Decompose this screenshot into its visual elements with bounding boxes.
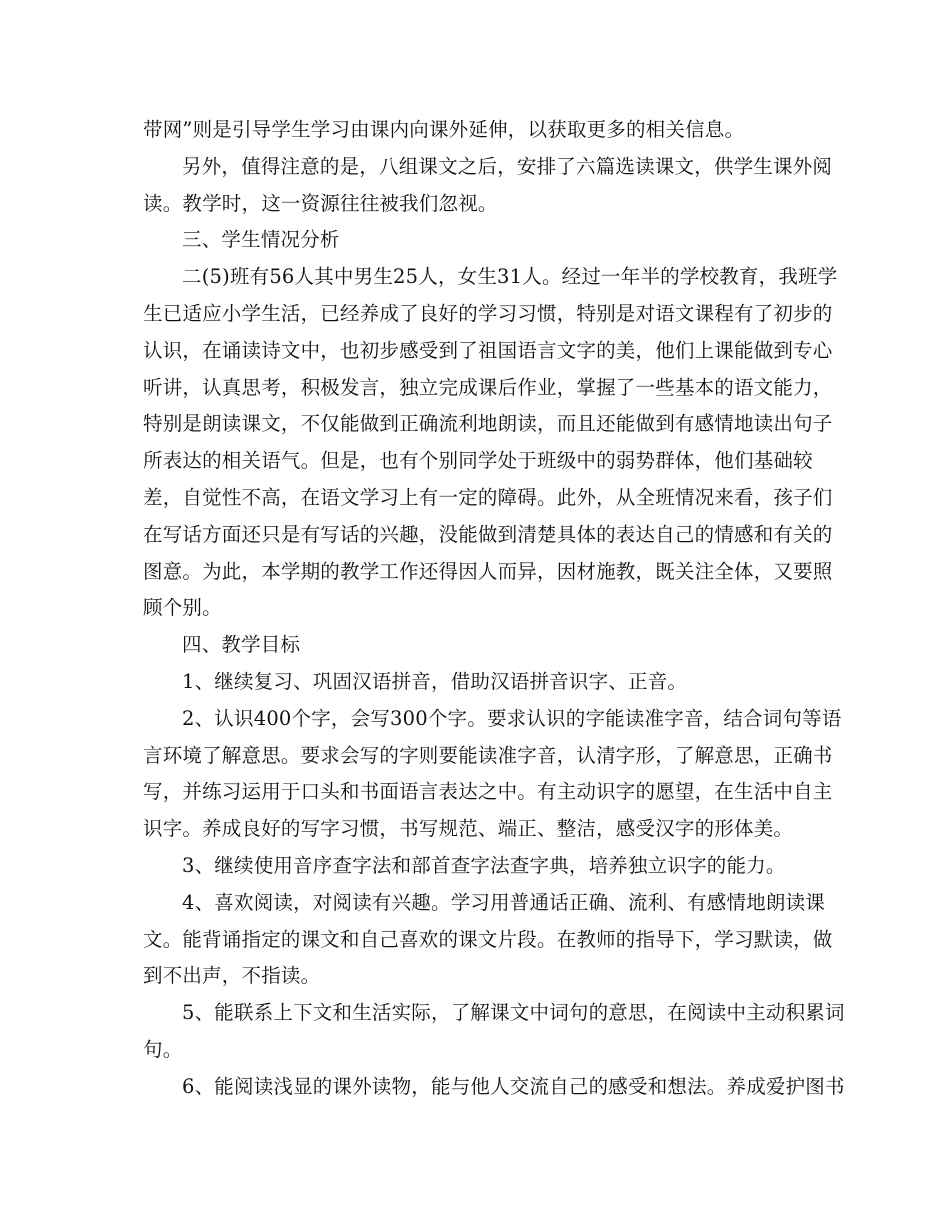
paragraph-first-line: 1、继续复习、巩固汉语拼音，借助汉语拼音识字、正音。 (182, 669, 688, 693)
text-line: 带网”则是引导学生学习由课内向课外延伸，以获取更多的相关信息。 (143, 118, 745, 141)
paragraph-first-line: 2、认识400个字，会写300个字。要求认识的字能读准字音，结合词句等语 (182, 706, 842, 730)
text-line: 差，自觉性不高，在语文学习上有一定的障碍。此外，从全班情况来看，孩子们 (143, 485, 833, 509)
text-line: 言环境了解意思。要求会写的字则要能读准字音，认清字形，了解意思，正确书 (143, 743, 833, 767)
text-line: 生已适应小学生活，已经养成了良好的学习习惯，特别是对语文课程有了初步的 (143, 301, 833, 325)
text-line: 听讲，认真思考，积极发言，独立完成课后作业，掌握了一些基本的语文能力， (143, 375, 833, 399)
text-line: 写，并练习运用于口头和书面语言表达之中。有主动识字的愿望，在生活中自主 (143, 780, 833, 804)
paragraph-first-line: 6、能阅读浅显的课外读物，能与他人交流自己的感受和想法。养成爱护图书 (182, 1074, 845, 1098)
text-line: 在写话方面还只是有写话的兴趣，没能做到清楚具体的表达自己的情感和有关的 (143, 522, 833, 546)
section-heading: 四、教学目标 (182, 633, 301, 657)
paragraph-first-line: 5、能联系上下文和生活实际，了解课文中词句的意思，在阅读中主动积累词 (182, 1001, 845, 1025)
document-body (143, 112, 845, 1106)
text-line: 识字。养成良好的写字习惯，书写规范、端正、整洁，感受汉字的形体美。 (143, 817, 794, 841)
paragraph-first-line: 4、喜欢阅读，对阅读有兴趣。学习用普通话正确、流利、有感情地朗读课 (182, 890, 826, 914)
text-line: 特别是朗读课文，不仅能做到正确流利地朗读，而且还能做到有感情地读出句子 (143, 412, 833, 436)
text-line: 顾个别。 (143, 596, 222, 620)
paragraph-first-line: 另外，值得注意的是，八组课文之后，安排了六篇选读课文，供学生课外阅 (182, 154, 833, 178)
text-line: 到不出声，不指读。 (143, 964, 321, 988)
text-line: 句。 (143, 1037, 183, 1061)
text-line: 认识，在诵读诗文中，也初步感受到了祖国语言文字的美，他们上课能做到专心 (143, 338, 833, 362)
text-line: 所表达的相关语气。但是，也有个别同学处于班级中的弱势群体，他们基础较 (143, 449, 813, 473)
paragraph-first-line: 3、继续使用音序查字法和部首查字法查字典，培养独立识字的能力。 (182, 853, 786, 877)
section-heading: 三、学生情况分析 (182, 228, 340, 252)
paragraph-first-line: 二(5)班有56人其中男生25人，女生31人。经过一年半的学校教育，我班学 (182, 265, 838, 289)
text-line: 图意。为此，本学期的教学工作还得因人而异，因材施教，既关注全体，又要照 (143, 559, 833, 583)
text-line: 文。能背诵指定的课文和自己喜欢的课文片段。在教师的指导下，学习默读，做 (143, 927, 833, 951)
text-line: 读。教学时，这一资源往往被我们忽视。 (143, 191, 498, 215)
